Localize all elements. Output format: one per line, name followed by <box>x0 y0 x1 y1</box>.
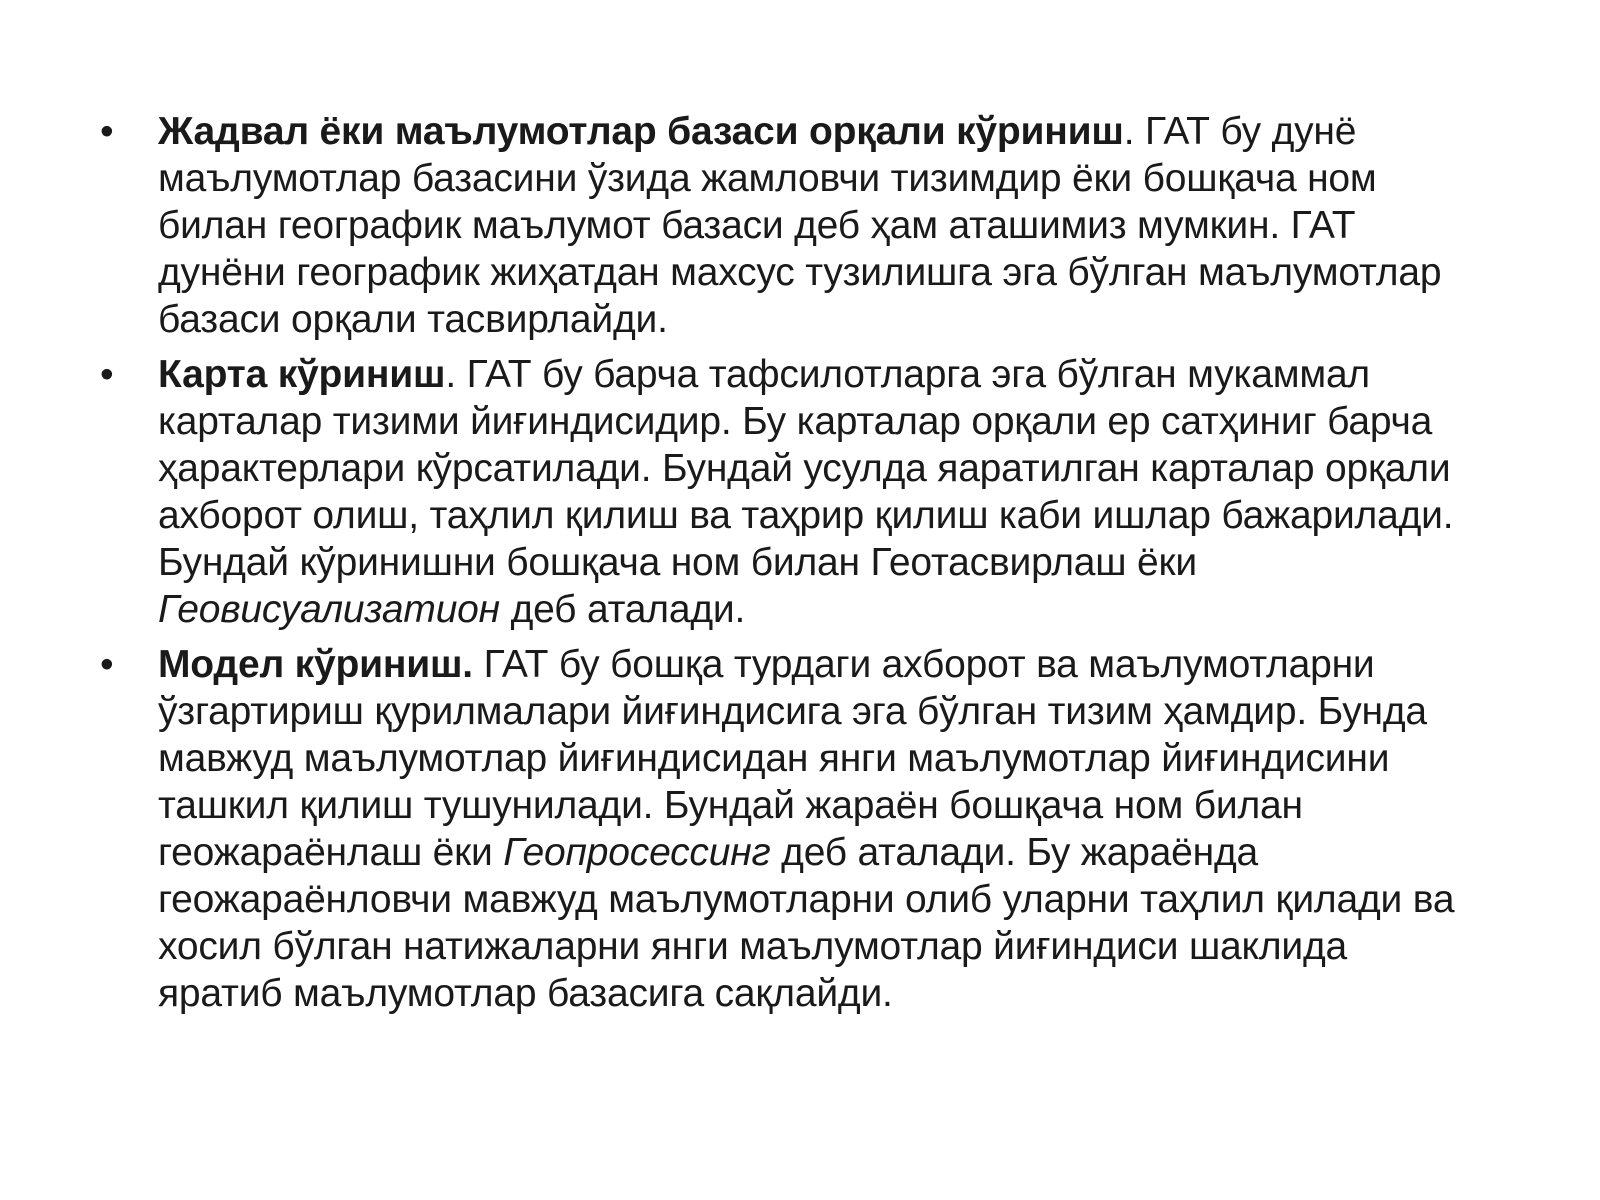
bullet-italic-term: Геовисуализатион <box>158 588 500 631</box>
bullet-item-map-view <box>96 351 1480 633</box>
bullet-text-end: деб аталади. Бу жараёнда геожараёнловчи мавжуд маълумотларни олиб уларни таҳлил қилади ва хосил бўлган натижаларни янги маълумотлар йиғиндиси шаклида яратиб маълумотлар базасига сақлайди. <box>158 831 1455 1015</box>
bullet-heading: Жадвал ёки маълумотлар базаси орқали кўриниш <box>158 110 1124 153</box>
bullet-item-model-view <box>96 641 1480 1017</box>
bullet-text: . ГАТ бу барча тафсилотларга эга бўлган мукаммал карталар тизими йиғиндисидир. Бу карталар орқали ер сатҳиниг барча ҳарактерлари кўрсатилади. Бундай усулда яаратилган карталар орқали ахборот олиш, таҳлил қилиш ва таҳрир қилиш каби ишлар бажарилади. Бундай кўринишни бошқача ном билан Геотасвирлаш ёки <box>158 353 1454 584</box>
bullet-heading: Карта кўриниш <box>158 353 446 396</box>
bullet-heading: Модел кўриниш. <box>158 643 473 686</box>
bullet-marker: • <box>100 353 114 396</box>
bullet-marker: • <box>100 110 114 153</box>
bullet-list <box>96 108 1480 1017</box>
bullet-text-end: деб аталади. <box>499 588 746 631</box>
bullet-marker: • <box>100 643 114 686</box>
bullet-italic-term: Геопросессинг <box>503 831 771 874</box>
bullet-item-table-view <box>96 108 1480 343</box>
bullet-text: . ГАТ бу дунё маълумотлар базасини ўзида жамловчи тизимдир ёки бошқача ном билан географик маълумот базаси деб ҳам аташимиз мумкин. ГАТ дунёни географик жиҳатдан махсус тузилишга эга бўлган маълумотлар базаси орқали тасвирлайди. <box>158 110 1442 341</box>
bullet-text: ГАТ бу бошқа турдаги ахборот ва маълумотларни ўзгартириш қурилмалари йиғиндисига эга бўлган тизим ҳамдир. Бунда мавжуд маълумотлар йиғиндисидан янги маълумотлар йиғиндисини ташкил қилиш тушунилади. Бундай жараён бошқача ном билан геожараёнлаш ёки <box>158 643 1427 874</box>
